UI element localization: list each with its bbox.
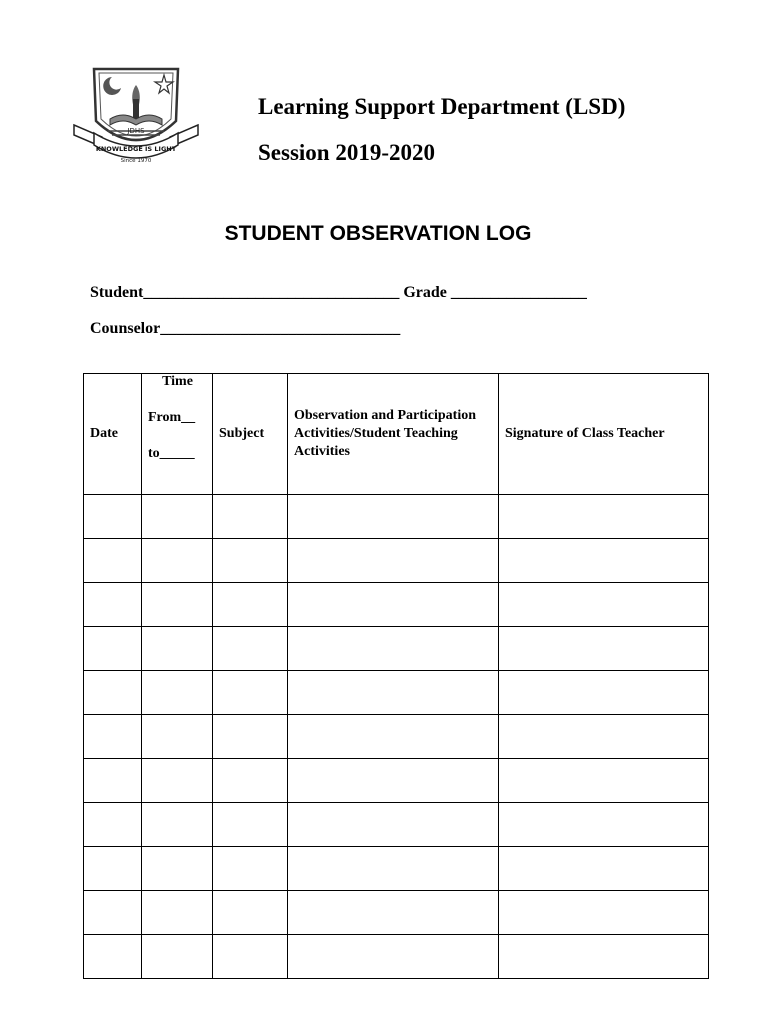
table-row	[84, 583, 709, 627]
observation-cell[interactable]	[288, 583, 499, 627]
header-time-from: From__	[148, 410, 196, 425]
header-subject: Subject	[213, 374, 288, 495]
date-cell[interactable]	[84, 539, 142, 583]
observation-cell[interactable]	[288, 715, 499, 759]
department-title: Learning Support Department (LSD)	[258, 94, 626, 119]
observation-cell[interactable]	[288, 891, 499, 935]
date-cell[interactable]	[84, 583, 142, 627]
date-cell[interactable]	[84, 891, 142, 935]
header-observation	[288, 374, 499, 495]
date-cell[interactable]	[84, 803, 142, 847]
observation-log-table	[83, 373, 709, 979]
header-observation-line-1: Observation and Participation	[294, 408, 477, 423]
subject-cell[interactable]	[213, 847, 288, 891]
signature-cell[interactable]	[499, 671, 709, 715]
observation-cell[interactable]	[288, 539, 499, 583]
observation-cell[interactable]	[288, 495, 499, 539]
table-header-row	[84, 374, 709, 495]
date-cell[interactable]	[84, 495, 142, 539]
signature-cell[interactable]	[499, 847, 709, 891]
time-cell[interactable]	[142, 935, 213, 979]
date-cell[interactable]	[84, 715, 142, 759]
header-observation-line-3: Activities	[294, 444, 350, 459]
signature-cell[interactable]	[499, 715, 709, 759]
observation-cell[interactable]	[288, 671, 499, 715]
time-cell[interactable]	[142, 539, 213, 583]
time-cell[interactable]	[142, 891, 213, 935]
table-row	[84, 759, 709, 803]
time-cell[interactable]	[142, 627, 213, 671]
table-row	[84, 935, 709, 979]
signature-cell[interactable]	[499, 935, 709, 979]
subject-cell[interactable]	[213, 891, 288, 935]
svg-text:KNOWLEDGE IS LIGHT: KNOWLEDGE IS LIGHT	[95, 145, 177, 153]
subject-cell[interactable]	[213, 715, 288, 759]
session-label: Session 2019-2020	[258, 140, 435, 165]
header-time-to: to_____	[148, 446, 195, 461]
form-title: STUDENT OBSERVATION LOG	[224, 222, 532, 245]
header-observation-line-2: Activities/Student Teaching	[294, 426, 458, 441]
table-row	[84, 803, 709, 847]
time-cell[interactable]	[142, 671, 213, 715]
svg-text:Since 1970: Since 1970	[120, 158, 152, 164]
svg-text:JDHS: JDHS	[127, 127, 145, 135]
observation-cell[interactable]	[288, 847, 499, 891]
signature-cell[interactable]	[499, 759, 709, 803]
table-row	[84, 671, 709, 715]
counselor-field[interactable]: Counselor______________________________	[90, 320, 401, 337]
date-cell[interactable]	[84, 627, 142, 671]
subject-cell[interactable]	[213, 627, 288, 671]
header-date: Date	[84, 374, 142, 495]
time-cell[interactable]	[142, 495, 213, 539]
observation-cell[interactable]	[288, 803, 499, 847]
signature-cell[interactable]	[499, 891, 709, 935]
table-row	[84, 627, 709, 671]
table-row	[84, 847, 709, 891]
subject-cell[interactable]	[213, 671, 288, 715]
observation-cell[interactable]	[288, 627, 499, 671]
signature-cell[interactable]	[499, 803, 709, 847]
time-cell[interactable]	[142, 759, 213, 803]
date-cell[interactable]	[84, 671, 142, 715]
subject-cell[interactable]	[213, 583, 288, 627]
time-cell[interactable]	[142, 803, 213, 847]
header-signature: Signature of Class Teacher	[499, 374, 709, 495]
subject-cell[interactable]	[213, 803, 288, 847]
observation-cell[interactable]	[288, 935, 499, 979]
subject-cell[interactable]	[213, 495, 288, 539]
time-cell[interactable]	[142, 715, 213, 759]
observation-cell[interactable]	[288, 759, 499, 803]
table-row	[84, 495, 709, 539]
header-time-label: Time	[162, 374, 193, 389]
table-row	[84, 891, 709, 935]
table-row	[84, 539, 709, 583]
school-crest-icon	[72, 55, 200, 167]
signature-cell[interactable]	[499, 583, 709, 627]
signature-cell[interactable]	[499, 627, 709, 671]
date-cell[interactable]	[84, 759, 142, 803]
signature-cell[interactable]	[499, 539, 709, 583]
student-grade-field[interactable]: Student________________________________ Grade _________________	[90, 284, 587, 301]
subject-cell[interactable]	[213, 759, 288, 803]
header-time	[142, 374, 213, 495]
time-cell[interactable]	[142, 847, 213, 891]
date-cell[interactable]	[84, 935, 142, 979]
table-row	[84, 715, 709, 759]
subject-cell[interactable]	[213, 539, 288, 583]
date-cell[interactable]	[84, 847, 142, 891]
signature-cell[interactable]	[499, 495, 709, 539]
time-cell[interactable]	[142, 583, 213, 627]
subject-cell[interactable]	[213, 935, 288, 979]
